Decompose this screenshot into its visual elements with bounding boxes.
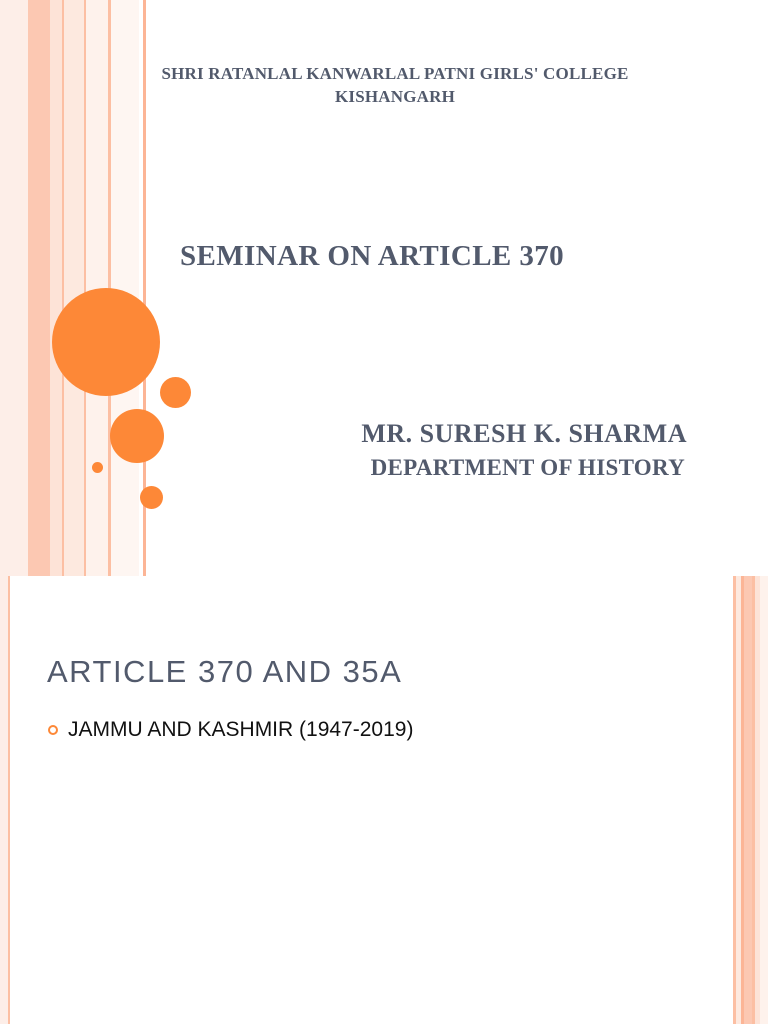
- bullet-text: JAMMU AND KASHMIR (1947-2019): [68, 718, 414, 741]
- bullet-circle-icon: [48, 725, 58, 735]
- decorative-circle: [140, 486, 163, 509]
- decorative-stripe: [8, 576, 10, 1024]
- college-location: KISHANGARH: [334, 87, 456, 106]
- decorative-circle: [160, 377, 191, 408]
- list-item: [48, 718, 413, 742]
- college-name: SHRI RATANLAL KANWARLAL PATNI GIRLS' COLLEGE: [161, 64, 629, 83]
- seminar-title: SEMINAR ON ARTICLE 370: [180, 240, 565, 272]
- decorative-stripe: [0, 576, 8, 1024]
- bullet-list: [48, 718, 413, 742]
- presenter-name: MR. SURESH K. SHARMA: [361, 419, 687, 448]
- decorative-circle: [52, 288, 160, 396]
- decorative-stripe: [744, 576, 752, 1024]
- department-name: DEPARTMENT OF HISTORY: [370, 455, 685, 480]
- slide-title: ARTICLE 370 AND 35A: [47, 654, 403, 689]
- content-slide: [0, 576, 768, 1024]
- decorative-stripe: [760, 576, 768, 1024]
